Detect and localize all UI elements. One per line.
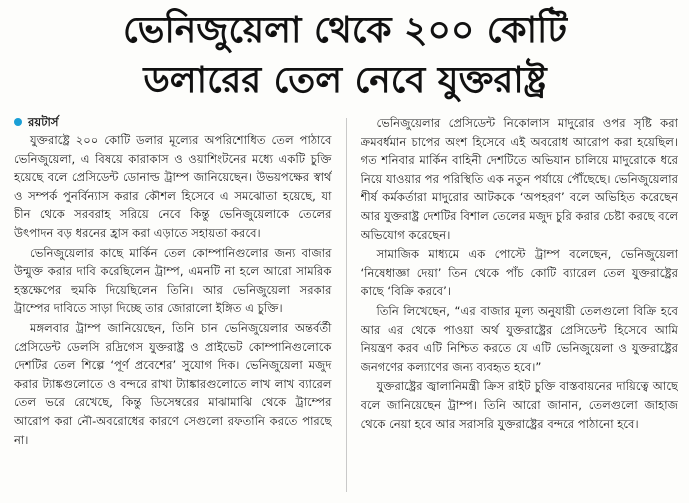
bullet-dot-icon — [14, 118, 22, 126]
byline-source: রয়টার্স — [28, 115, 59, 129]
byline — [14, 114, 332, 130]
paragraph: ভেনিজুয়েলার প্রেসিডেন্ট নিকোলাস মাদুরোর ওপর সৃষ্টি করা ক্রমবর্ধমান চাপের অংশ হিসেবে এই অবরোধ আরোপ করা হয়েছিল। গত শনিবার মার্কিন বাহিনী দেশটিতে অভিযান চালিয়ে মাদুরোকে ধরে নিয়ে যাওয়ার পর পরিস্থিতি এক নতুন পর্যায়ে পৌঁছেছে। ভেনিজুয়েলার শীর্ষ কর্মকর্তারা মাদুরোর আটককে ‘অপহরণ’ বলে অভিহিত করেছেন আর যুক্তরাষ্ট্র দেশটির বিশাল তেলের মজুদ চুরি করার চেষ্টা করছে বলে অভিযোগ করেছেন। — [360, 116, 678, 242]
paragraph: সামাজিক মাধ্যমে এক পোস্টে ট্রাম্প বলেছেন, ভেনিজুয়েলা ‘নিষেধাজ্ঞা দেয়া’ তিন থেকে পাঁচ কোটি ব্যারেল তেল যুক্তরাষ্ট্রের কাছে ‘বিক্রি করবে’। — [360, 247, 678, 299]
headline-line-2: ডলারের তেল নেবে যুক্তরাষ্ট্র — [143, 60, 547, 101]
headline-line-1: ভেনিজুয়েলা থেকে ২০০ কোটি — [123, 10, 567, 51]
paragraph: যুক্তরাষ্ট্রের জ্বালানিমন্ত্রী ক্রিস রাইট চুক্তি বাস্তবায়নের দায়িত্বে আছে বলে জানিয়েছেন ট্রাম্প। তিনি আরো জানান, তেলগুলো জাহাজ থেকে নেয়া হবে আর সরাসরি যুক্তরাষ্ট্রের বন্দরে পাঠানো হবে। — [360, 379, 678, 431]
headline — [20, 6, 670, 106]
column-divider — [346, 118, 347, 492]
right-column — [361, 114, 679, 496]
paragraph: মঙ্গলবার ট্রাম্প জানিয়েছেন, তিনি চান ভেনিজুয়েলার অন্তর্বর্তী প্রেসিডেন্ট ডেলসি রদ্রিগেস যুক্তরাষ্ট্র ও প্রাইভেট কোম্পানিগুলোকে দেশটির তেল শিল্পে ‘পূর্ণ প্রবেশের’ সুযোগ দিক। ভেনিজুয়েলা মজুদ করার ট্যাঙ্কগুলোতে ও বন্দরে রাখা ট্যাঙ্কারগুলোতে লাখ লাখ ব্যারেল তেল ভরে রেখেছে, কিন্তু ডিসেম্বরের মাঝামাঝি থেকে ট্রাম্পের আরোপ করা নৌ-অবরোধের কারণে সেগুলো রফতানি করতে পারছে না। — [14, 320, 332, 447]
paragraph: তিনি লিখেছেন, “এর বাজার মূল্য অনুযায়ী তেলগুলো বিক্রি হবে আর এর থেকে পাওয়া অর্থ যুক্তরাষ্ট্রের প্রেসিডেন্ট হিসেবে আমি নিয়ন্ত্রণ করব এটি নিশ্চিত করতে যে এটি ভেনিজুয়েলা ও যুক্তরাষ্ট্রের জনগণের কল্যাণের জন্য ব্যবহৃত হবে।” — [360, 303, 678, 374]
article-body — [14, 114, 678, 496]
paragraph: ভেনিজুয়েলার কাছে মার্কিন তেল কোম্পানিগুলোর জন্য বাজার উন্মুক্ত করার দাবি করেছিলেন ট্রাম্প, এমনটি না হলে আরো সামরিক হস্তক্ষেপের হুমকি দিয়েছিলেন তিনি। আর ভেনিজুয়েলা সরকার ট্রাম্পের দাবিতে সাড়া দিচ্ছে তার জোরালো ইঙ্গিত এ চুক্তি। — [14, 245, 332, 316]
left-column — [14, 114, 332, 496]
paragraph: যুক্তরাষ্ট্রে ২০০ কোটি ডলার মূল্যের অপরিশোধিত তেল পাঠাবে ভেনিজুয়েলা, এ বিষয়ে কারাকাস ও ওয়াশিংটনের মধ্যে একটি চুক্তি হয়েছে বলে প্রেসিডেন্ট ডোনাল্ড ট্রাম্প জানিয়েছেন। উভয়পক্ষের স্বার্থ ও সম্পর্ক পুনর্বিন্যাস করার কৌশল হিসেবে এ সমঝোতা হয়েছে, যা চীন থেকে সরবরাহ সরিয়ে নেবে কিন্তু ভেনিজুয়েলাকে তেলের উৎপাদন বড় ধরনের হ্রাস করা এড়াতে সহায়তা করবে। — [14, 133, 332, 240]
